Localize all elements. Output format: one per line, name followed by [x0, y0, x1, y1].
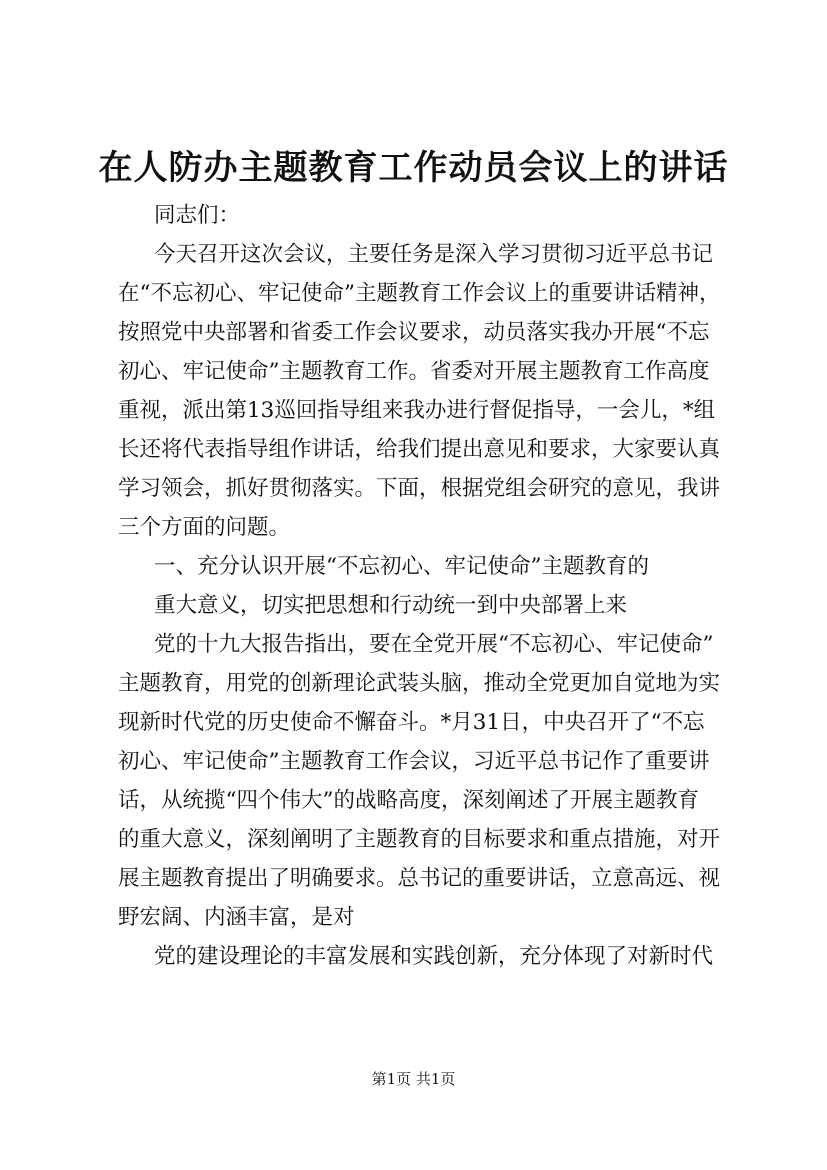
- body-line: 学习领会，抓好贯彻落实。下面，根据党组会研究的意见，我讲: [118, 476, 721, 501]
- document-body: [118, 196, 730, 976]
- body-line: 党的十九大报告指出，要在全党开展“不忘初心、牢记使命”: [154, 632, 714, 657]
- body-line: 话，从统揽“四个伟大”的战略高度，深刻阐述了开展主题教育: [118, 788, 699, 813]
- body-line: 三个方面的问题。: [118, 515, 291, 540]
- body-line: 重视，派出第13巡回指导组来我办进行督促指导，一会儿，*组: [118, 398, 716, 423]
- body-line: 初心、牢记使命”主题教育工作。省委对开展主题教育工作高度: [118, 359, 710, 384]
- body-line: 重大意义，切实把思想和行动统一到中央部署上来: [154, 593, 628, 618]
- body-line: 同志们：: [154, 203, 241, 228]
- body-line: 初心、牢记使命”主题教育工作会议，习近平总书记作了重要讲: [118, 749, 710, 774]
- body-line: 在“不忘初心、牢记使命”主题教育工作会议上的重要讲话精神，: [118, 281, 721, 306]
- body-line: 党的建设理论的丰富发展和实践创新，充分体现了对新时代: [154, 944, 714, 969]
- body-line: 主题教育，用党的创新理论武装头脑，推动全党更加自觉地为实: [118, 671, 721, 696]
- body-line: 今天召开这次会议，主要任务是深入学习贯彻习近平总书记: [154, 242, 714, 267]
- document-title: 在人防办主题教育工作动员会议上的讲话: [98, 148, 729, 188]
- body-line: 一、充分认识开展“不忘初心、牢记使命”主题教育的: [154, 554, 649, 579]
- body-line: 野宏阔、内涵丰富，是对: [118, 905, 355, 930]
- body-line: 的重大意义，深刻阐明了主题教育的目标要求和重点措施，对开: [118, 827, 721, 852]
- body-line: 按照党中央部署和省委工作会议要求，动员落实我办开展“不忘: [118, 320, 710, 345]
- body-line: 长还将代表指导组作讲话，给我们提出意见和要求，大家要认真: [118, 437, 721, 462]
- page-footer: 第1页 共1页: [371, 1070, 456, 1088]
- body-line: 展主题教育提出了明确要求。总书记的重要讲话，立意高远、视: [118, 866, 721, 891]
- body-line: 现新时代党的历史使命不懈奋斗。*月31日，中央召开了“不忘: [118, 710, 705, 735]
